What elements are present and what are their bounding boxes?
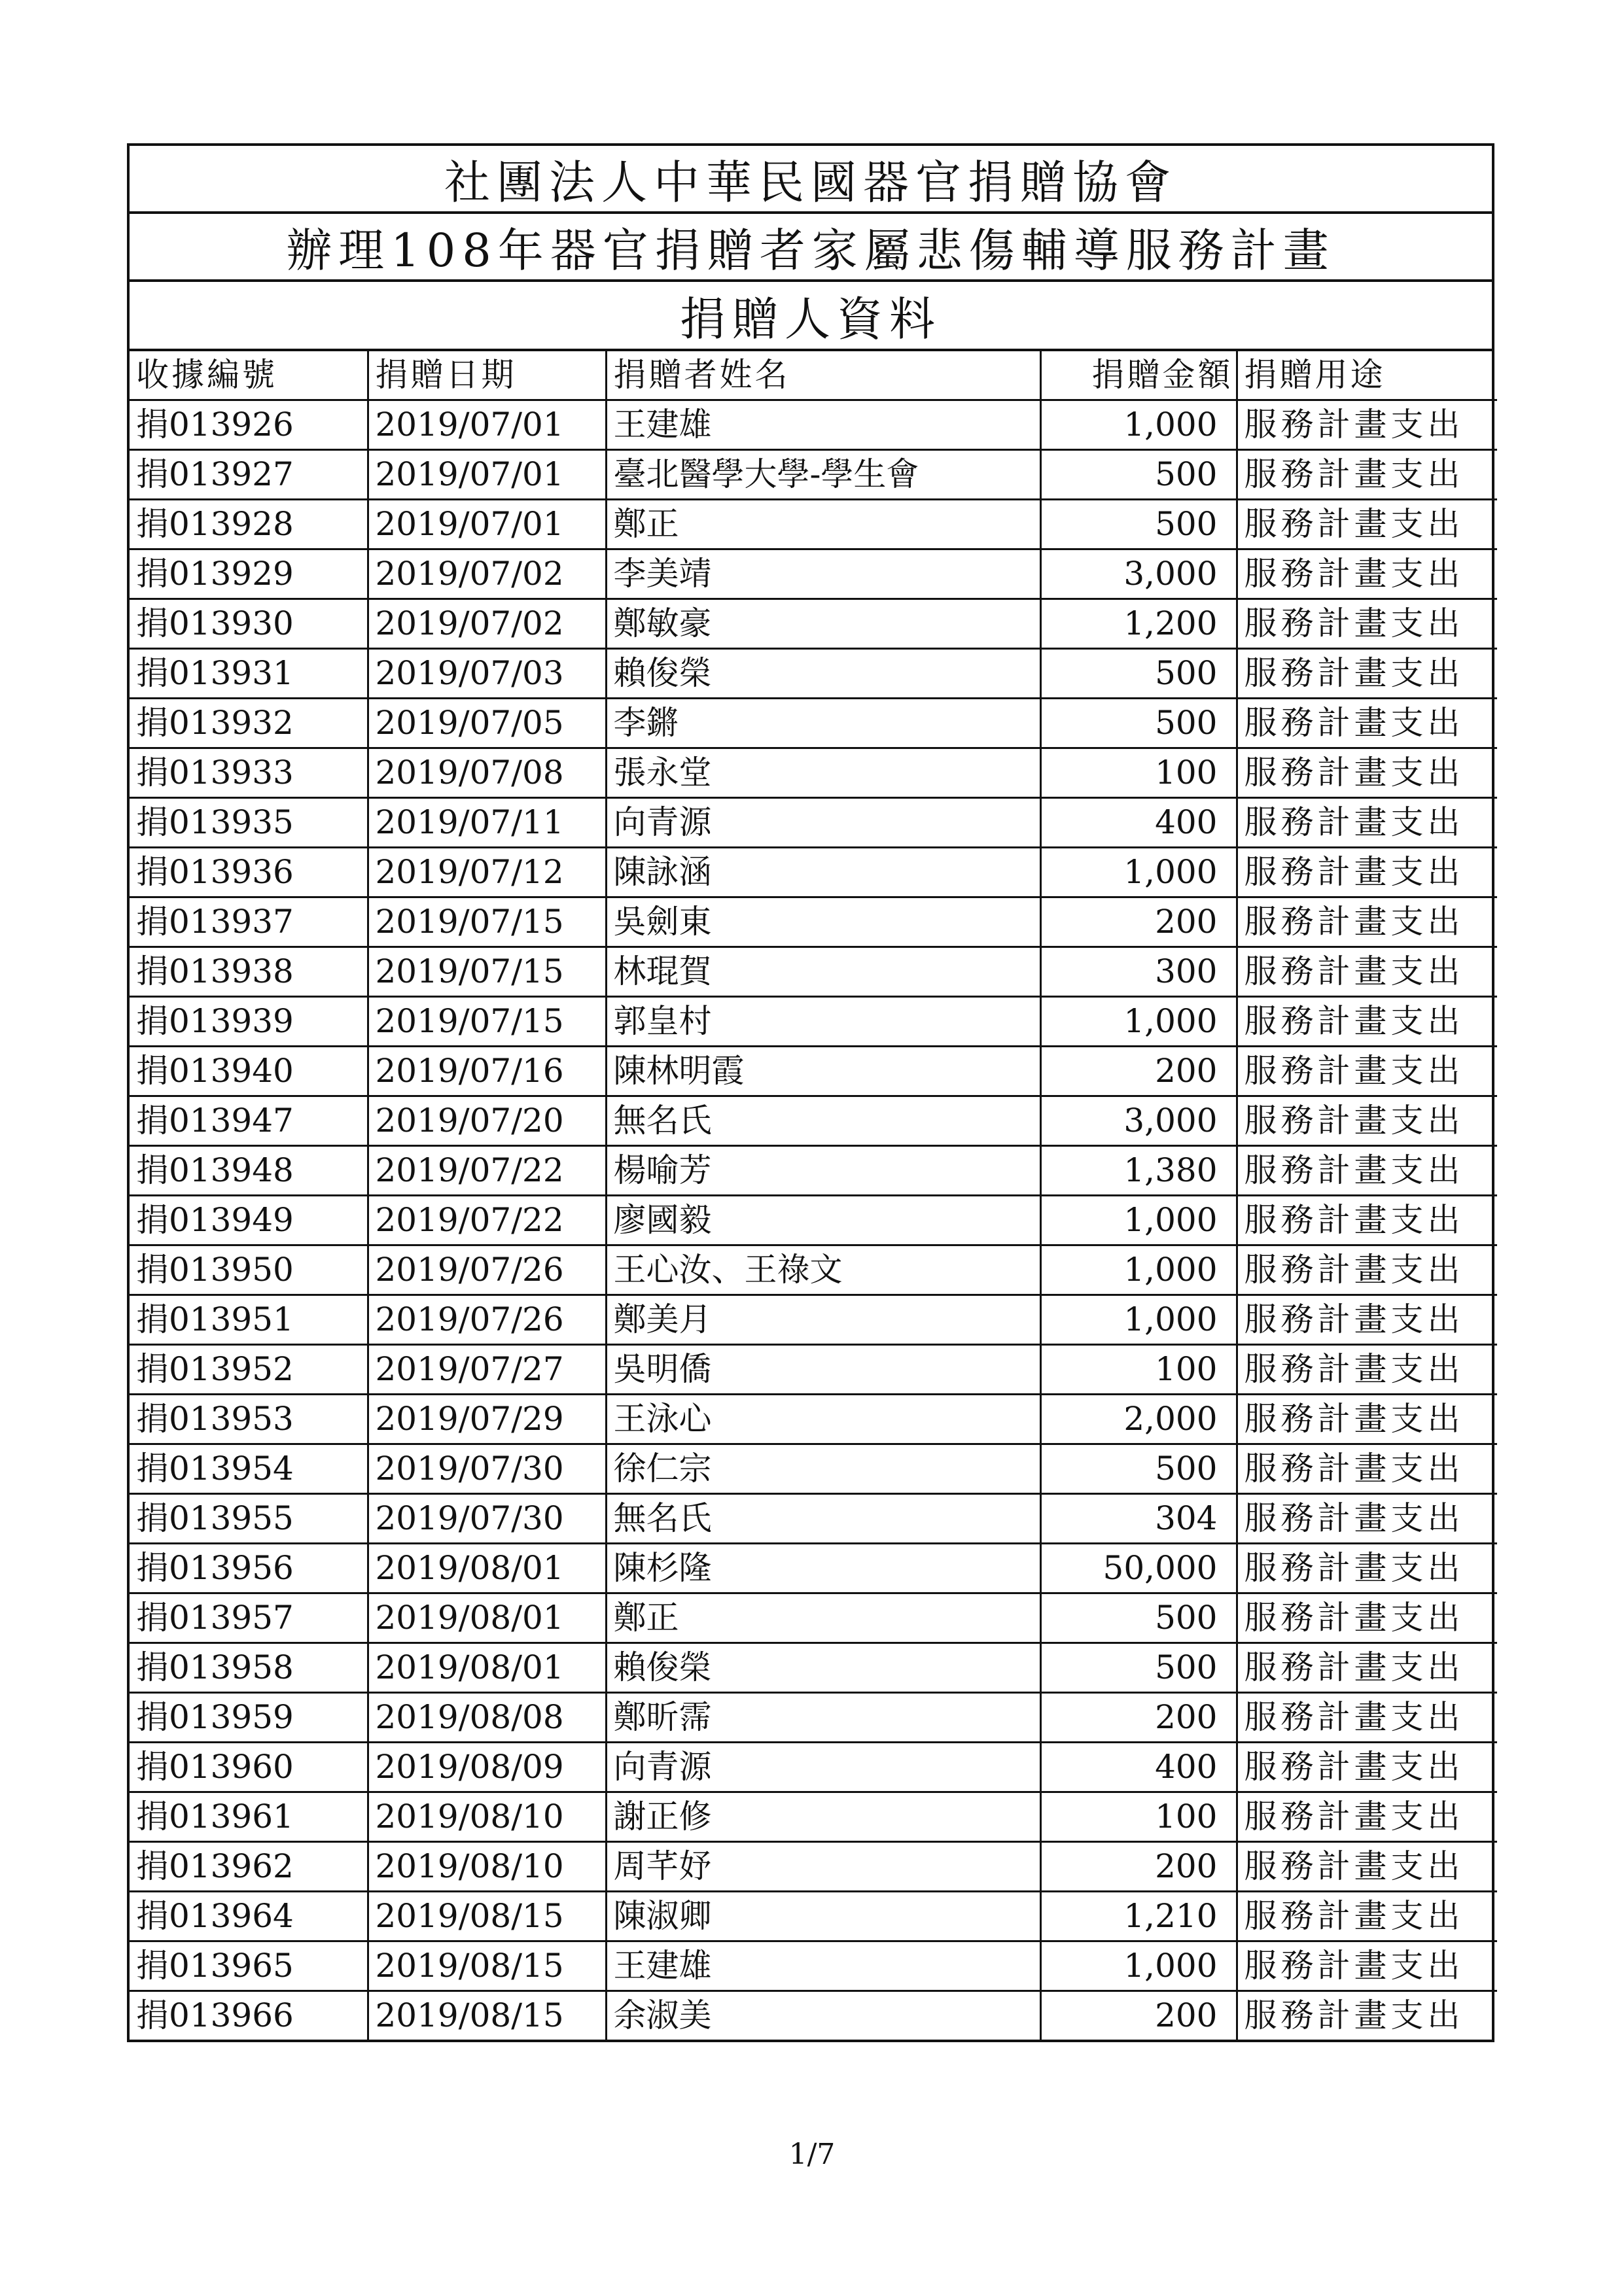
receipt-no-cell: 捐013936 <box>130 848 368 897</box>
page-number: 1/7 <box>788 2138 836 2171</box>
amount-cell: 1,000 <box>1040 1196 1237 1245</box>
plan-title: 辦理108年器官捐贈者家屬悲傷輔導服務計畫 <box>130 214 1492 282</box>
amount-cell: 200 <box>1040 1693 1237 1743</box>
purpose-cell: 服務計畫支出 <box>1237 1345 1497 1395</box>
receipt-no-cell: 捐013931 <box>130 649 368 699</box>
purpose-cell: 服務計畫支出 <box>1237 1146 1497 1196</box>
purpose-cell: 服務計畫支出 <box>1237 1047 1497 1096</box>
header-donor-name: 捐贈者姓名 <box>606 351 1040 400</box>
donation-date-cell: 2019/07/08 <box>368 748 606 798</box>
purpose-cell: 服務計畫支出 <box>1237 1991 1497 2040</box>
donor-name-cell: 林琨賀 <box>606 947 1040 997</box>
receipt-no-cell: 捐013950 <box>130 1245 368 1295</box>
donor-name-cell: 陳淑卿 <box>606 1892 1040 1941</box>
donor-name-cell: 鄭正 <box>606 500 1040 549</box>
amount-cell: 1,000 <box>1040 1295 1237 1345</box>
amount-cell: 100 <box>1040 748 1237 798</box>
donation-date-cell: 2019/07/22 <box>368 1146 606 1196</box>
donor-name-cell: 余淑美 <box>606 1991 1040 2040</box>
donation-date-cell: 2019/08/01 <box>368 1643 606 1693</box>
amount-cell: 500 <box>1040 500 1237 549</box>
donation-date-cell: 2019/07/12 <box>368 848 606 897</box>
receipt-no-cell: 捐013947 <box>130 1096 368 1146</box>
header-donation-date: 捐贈日期 <box>368 351 606 400</box>
amount-cell: 500 <box>1040 699 1237 748</box>
receipt-no-cell: 捐013956 <box>130 1544 368 1593</box>
table-row <box>130 400 1497 450</box>
donor-name-cell: 賴俊榮 <box>606 1643 1040 1693</box>
amount-cell: 100 <box>1040 1345 1237 1395</box>
donation-date-cell: 2019/08/15 <box>368 1991 606 2040</box>
receipt-no-cell: 捐013953 <box>130 1395 368 1444</box>
donation-date-cell: 2019/07/15 <box>368 897 606 947</box>
amount-cell: 1,380 <box>1040 1146 1237 1196</box>
amount-cell: 500 <box>1040 450 1237 500</box>
table-row <box>130 699 1497 748</box>
donor-name-cell: 鄭昕霈 <box>606 1693 1040 1743</box>
donation-date-cell: 2019/07/16 <box>368 1047 606 1096</box>
donor-name-cell: 楊喻芳 <box>606 1146 1040 1196</box>
purpose-cell: 服務計畫支出 <box>1237 549 1497 599</box>
purpose-cell: 服務計畫支出 <box>1237 400 1497 450</box>
receipt-no-cell: 捐013939 <box>130 997 368 1047</box>
purpose-cell: 服務計畫支出 <box>1237 1842 1497 1892</box>
table-row <box>130 1096 1497 1146</box>
purpose-cell: 服務計畫支出 <box>1237 1693 1497 1743</box>
table-row <box>130 1941 1497 1991</box>
amount-cell: 100 <box>1040 1792 1237 1842</box>
receipt-no-cell: 捐013962 <box>130 1842 368 1892</box>
table-row <box>130 748 1497 798</box>
table-row <box>130 1494 1497 1544</box>
receipt-no-cell: 捐013940 <box>130 1047 368 1096</box>
amount-cell: 500 <box>1040 1643 1237 1693</box>
donor-name-cell: 李鏘 <box>606 699 1040 748</box>
table-row <box>130 848 1497 897</box>
amount-cell: 200 <box>1040 1047 1237 1096</box>
receipt-no-cell: 捐013948 <box>130 1146 368 1196</box>
amount-cell: 200 <box>1040 1991 1237 2040</box>
table-row <box>130 1245 1497 1295</box>
purpose-cell: 服務計畫支出 <box>1237 1643 1497 1693</box>
donation-date-cell: 2019/07/30 <box>368 1494 606 1544</box>
donation-date-cell: 2019/07/02 <box>368 599 606 649</box>
receipt-no-cell: 捐013964 <box>130 1892 368 1941</box>
purpose-cell: 服務計畫支出 <box>1237 1593 1497 1643</box>
purpose-cell: 服務計畫支出 <box>1237 1494 1497 1544</box>
donor-table <box>130 351 1497 2040</box>
header-receipt-no: 收據編號 <box>130 351 368 400</box>
amount-cell: 300 <box>1040 947 1237 997</box>
donor-name-cell: 無名氏 <box>606 1096 1040 1146</box>
receipt-no-cell: 捐013927 <box>130 450 368 500</box>
receipt-no-cell: 捐013929 <box>130 549 368 599</box>
receipt-no-cell: 捐013952 <box>130 1345 368 1395</box>
donation-date-cell: 2019/07/11 <box>368 798 606 848</box>
donor-name-cell: 王心汝、王祿文 <box>606 1245 1040 1295</box>
header-amount: 捐贈金額 <box>1040 351 1237 400</box>
amount-cell: 400 <box>1040 1743 1237 1792</box>
purpose-cell: 服務計畫支出 <box>1237 897 1497 947</box>
donation-date-cell: 2019/07/05 <box>368 699 606 748</box>
table-row <box>130 1196 1497 1245</box>
table-row <box>130 1892 1497 1941</box>
amount-cell: 2,000 <box>1040 1395 1237 1444</box>
purpose-cell: 服務計畫支出 <box>1237 1444 1497 1494</box>
receipt-no-cell: 捐013960 <box>130 1743 368 1792</box>
purpose-cell: 服務計畫支出 <box>1237 1295 1497 1345</box>
donation-date-cell: 2019/07/15 <box>368 947 606 997</box>
purpose-cell: 服務計畫支出 <box>1237 798 1497 848</box>
donation-date-cell: 2019/08/01 <box>368 1544 606 1593</box>
amount-cell: 3,000 <box>1040 1096 1237 1146</box>
donor-name-cell: 王建雄 <box>606 400 1040 450</box>
donor-name-cell: 鄭正 <box>606 1593 1040 1643</box>
donor-name-cell: 向青源 <box>606 1743 1040 1792</box>
purpose-cell: 服務計畫支出 <box>1237 699 1497 748</box>
receipt-no-cell: 捐013959 <box>130 1693 368 1743</box>
purpose-cell: 服務計畫支出 <box>1237 947 1497 997</box>
table-row <box>130 450 1497 500</box>
donor-name-cell: 王建雄 <box>606 1941 1040 1991</box>
donor-name-cell: 廖國毅 <box>606 1196 1040 1245</box>
table-row <box>130 599 1497 649</box>
table-row <box>130 549 1497 599</box>
donor-name-cell: 李美靖 <box>606 549 1040 599</box>
purpose-cell: 服務計畫支出 <box>1237 450 1497 500</box>
amount-cell: 1,000 <box>1040 1941 1237 1991</box>
donation-date-cell: 2019/08/08 <box>368 1693 606 1743</box>
donor-name-cell: 向青源 <box>606 798 1040 848</box>
receipt-no-cell: 捐013932 <box>130 699 368 748</box>
purpose-cell: 服務計畫支出 <box>1237 599 1497 649</box>
table-row <box>130 798 1497 848</box>
donation-date-cell: 2019/07/15 <box>368 997 606 1047</box>
donor-name-cell: 吳明僑 <box>606 1345 1040 1395</box>
amount-cell: 500 <box>1040 1593 1237 1643</box>
table-row <box>130 997 1497 1047</box>
receipt-no-cell: 捐013966 <box>130 1991 368 2040</box>
amount-cell: 200 <box>1040 897 1237 947</box>
table-header-row <box>130 351 1497 400</box>
receipt-no-cell: 捐013935 <box>130 798 368 848</box>
receipt-no-cell: 捐013938 <box>130 947 368 997</box>
donation-date-cell: 2019/08/09 <box>368 1743 606 1792</box>
donor-name-cell: 張永堂 <box>606 748 1040 798</box>
donation-date-cell: 2019/07/30 <box>368 1444 606 1494</box>
table-row <box>130 1593 1497 1643</box>
donation-date-cell: 2019/07/20 <box>368 1096 606 1146</box>
table-row <box>130 897 1497 947</box>
purpose-cell: 服務計畫支出 <box>1237 1245 1497 1295</box>
purpose-cell: 服務計畫支出 <box>1237 1395 1497 1444</box>
amount-cell: 1,000 <box>1040 848 1237 897</box>
donation-date-cell: 2019/08/10 <box>368 1792 606 1842</box>
donation-date-cell: 2019/07/29 <box>368 1395 606 1444</box>
donation-date-cell: 2019/08/15 <box>368 1941 606 1991</box>
amount-cell: 500 <box>1040 649 1237 699</box>
purpose-cell: 服務計畫支出 <box>1237 649 1497 699</box>
amount-cell: 1,000 <box>1040 400 1237 450</box>
amount-cell: 400 <box>1040 798 1237 848</box>
receipt-no-cell: 捐013961 <box>130 1792 368 1842</box>
table-row <box>130 1544 1497 1593</box>
donation-date-cell: 2019/08/15 <box>368 1892 606 1941</box>
amount-cell: 1,000 <box>1040 1245 1237 1295</box>
donation-date-cell: 2019/08/10 <box>368 1842 606 1892</box>
donation-date-cell: 2019/07/22 <box>368 1196 606 1245</box>
receipt-no-cell: 捐013957 <box>130 1593 368 1643</box>
table-row <box>130 649 1497 699</box>
donation-sheet <box>127 143 1494 2042</box>
receipt-no-cell: 捐013951 <box>130 1295 368 1345</box>
receipt-no-cell: 捐013965 <box>130 1941 368 1991</box>
purpose-cell: 服務計畫支出 <box>1237 1743 1497 1792</box>
purpose-cell: 服務計畫支出 <box>1237 1941 1497 1991</box>
table-row <box>130 1345 1497 1395</box>
donation-date-cell: 2019/07/26 <box>368 1295 606 1345</box>
amount-cell: 1,200 <box>1040 599 1237 649</box>
donor-name-cell: 陳林明霞 <box>606 1047 1040 1096</box>
donor-name-cell: 陳杉隆 <box>606 1544 1040 1593</box>
table-row <box>130 500 1497 549</box>
donation-date-cell: 2019/08/01 <box>368 1593 606 1643</box>
amount-cell: 50,000 <box>1040 1544 1237 1593</box>
table-row <box>130 1047 1497 1096</box>
table-row <box>130 1693 1497 1743</box>
donation-date-cell: 2019/07/02 <box>368 549 606 599</box>
table-row <box>130 1295 1497 1345</box>
donation-date-cell: 2019/07/01 <box>368 400 606 450</box>
receipt-no-cell: 捐013949 <box>130 1196 368 1245</box>
donation-date-cell: 2019/07/01 <box>368 500 606 549</box>
table-row <box>130 1743 1497 1792</box>
donor-name-cell: 鄭敏豪 <box>606 599 1040 649</box>
table-row <box>130 1146 1497 1196</box>
donor-name-cell: 陳詠涵 <box>606 848 1040 897</box>
donation-date-cell: 2019/07/03 <box>368 649 606 699</box>
purpose-cell: 服務計畫支出 <box>1237 500 1497 549</box>
table-row <box>130 1643 1497 1693</box>
donor-name-cell: 謝正修 <box>606 1792 1040 1842</box>
amount-cell: 500 <box>1040 1444 1237 1494</box>
purpose-cell: 服務計畫支出 <box>1237 1892 1497 1941</box>
table-row <box>130 1991 1497 2040</box>
donor-name-cell: 無名氏 <box>606 1494 1040 1544</box>
receipt-no-cell: 捐013926 <box>130 400 368 450</box>
receipt-no-cell: 捐013937 <box>130 897 368 947</box>
header-purpose: 捐贈用途 <box>1237 351 1497 400</box>
donor-name-cell: 郭皇村 <box>606 997 1040 1047</box>
table-row <box>130 1792 1497 1842</box>
donation-date-cell: 2019/07/27 <box>368 1345 606 1395</box>
receipt-no-cell: 捐013954 <box>130 1444 368 1494</box>
amount-cell: 1,210 <box>1040 1892 1237 1941</box>
purpose-cell: 服務計畫支出 <box>1237 997 1497 1047</box>
donor-name-cell: 吳劍東 <box>606 897 1040 947</box>
donor-name-cell: 賴俊榮 <box>606 649 1040 699</box>
amount-cell: 3,000 <box>1040 549 1237 599</box>
table-row <box>130 1395 1497 1444</box>
donation-date-cell: 2019/07/01 <box>368 450 606 500</box>
section-title: 捐贈人資料 <box>130 282 1492 351</box>
receipt-no-cell: 捐013958 <box>130 1643 368 1693</box>
donor-name-cell: 鄭美月 <box>606 1295 1040 1345</box>
receipt-no-cell: 捐013928 <box>130 500 368 549</box>
donor-name-cell: 周芊妤 <box>606 1842 1040 1892</box>
table-row <box>130 1444 1497 1494</box>
amount-cell: 1,000 <box>1040 997 1237 1047</box>
table-body <box>130 400 1497 2040</box>
donor-name-cell: 徐仁宗 <box>606 1444 1040 1494</box>
purpose-cell: 服務計畫支出 <box>1237 748 1497 798</box>
donor-name-cell: 臺北醫學大學-學生會 <box>606 450 1040 500</box>
amount-cell: 304 <box>1040 1494 1237 1544</box>
purpose-cell: 服務計畫支出 <box>1237 1196 1497 1245</box>
receipt-no-cell: 捐013930 <box>130 599 368 649</box>
table-row <box>130 947 1497 997</box>
donor-name-cell: 王泳心 <box>606 1395 1040 1444</box>
org-name-title: 社團法人中華民國器官捐贈協會 <box>130 146 1492 214</box>
purpose-cell: 服務計畫支出 <box>1237 848 1497 897</box>
amount-cell: 200 <box>1040 1842 1237 1892</box>
purpose-cell: 服務計畫支出 <box>1237 1792 1497 1842</box>
donation-date-cell: 2019/07/26 <box>368 1245 606 1295</box>
receipt-no-cell: 捐013955 <box>130 1494 368 1544</box>
purpose-cell: 服務計畫支出 <box>1237 1544 1497 1593</box>
purpose-cell: 服務計畫支出 <box>1237 1096 1497 1146</box>
table-row <box>130 1842 1497 1892</box>
receipt-no-cell: 捐013933 <box>130 748 368 798</box>
